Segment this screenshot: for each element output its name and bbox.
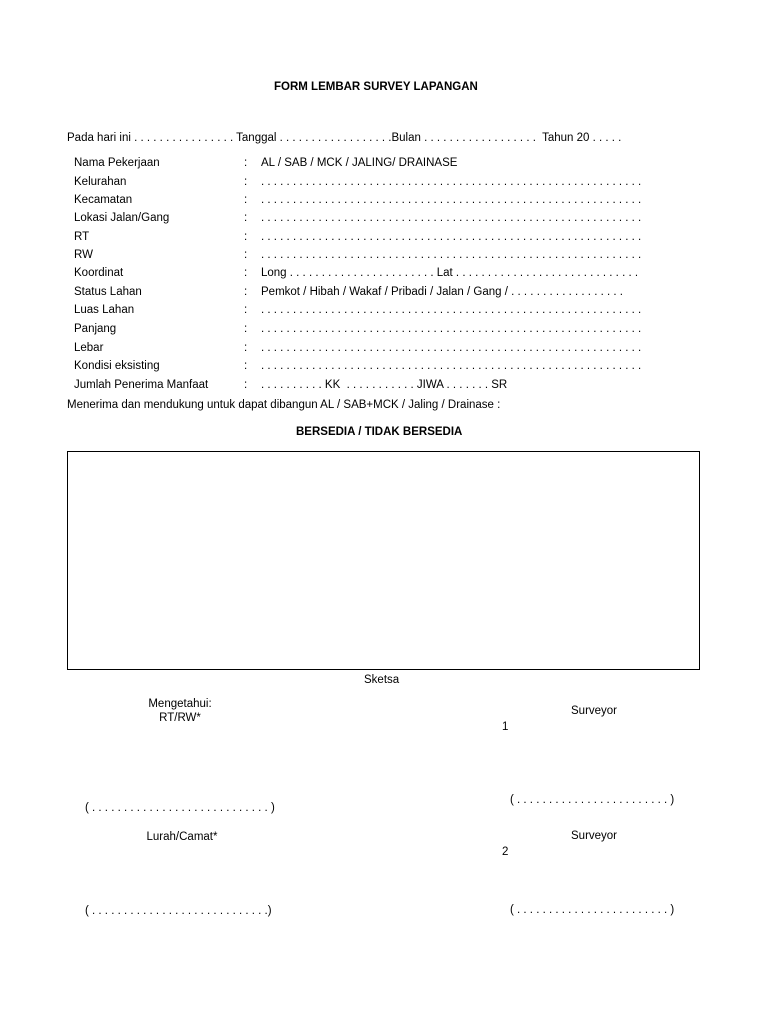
field-label: RT	[74, 231, 90, 243]
field-label: Koordinat	[74, 267, 124, 279]
rt-rw-label: RT/RW*	[159, 712, 201, 724]
rt-rw-signature-blank[interactable]: ( . . . . . . . . . . . . . . . . . . . . . . . . . . . . )	[85, 802, 275, 814]
field-row-nama-pekerjaan	[74, 157, 674, 175]
surveyor-1-number: 1	[502, 721, 509, 733]
field-colon: :	[244, 379, 248, 391]
sketch-area[interactable]	[67, 451, 700, 670]
field-value[interactable]: . . . . . . . . . . . . . . . . . . . . . . . . . . . . . . . . . . . . . . . . . . . . . . . . . . . . . . . . . . . .	[261, 231, 642, 243]
field-value[interactable]: . . . . . . . . . . . . . . . . . . . . . . . . . . . . . . . . . . . . . . . . . . . . . . . . . . . . . . . . . . . .	[261, 249, 642, 261]
field-row-rw	[74, 249, 674, 267]
field-colon: :	[244, 342, 248, 354]
field-label: Lebar	[74, 342, 104, 354]
field-value[interactable]: AL / SAB / MCK / JALING/ DRAINASE	[261, 157, 458, 169]
field-row-jumlah-penerima	[74, 379, 674, 397]
field-value[interactable]: Pemkot / Hibah / Wakaf / Pribadi / Jalan / Gang / . . . . . . . . . . . . . . . . . .	[261, 286, 623, 298]
field-colon: :	[244, 194, 248, 206]
field-label: Nama Pekerjaan	[74, 157, 160, 169]
lurah-camat-label: Lurah/Camat*	[146, 831, 218, 843]
field-label: Kondisi eksisting	[74, 360, 160, 372]
field-row-koordinat	[74, 267, 674, 285]
sketch-caption: Sketsa	[364, 674, 400, 686]
field-colon: :	[244, 286, 248, 298]
field-label: Status Lahan	[74, 286, 142, 298]
surveyor-1-signature-blank[interactable]: ( . . . . . . . . . . . . . . . . . . . . . . . . )	[510, 794, 675, 806]
field-row-luas-lahan	[74, 304, 674, 322]
form-title: FORM LEMBAR SURVEY LAPANGAN	[274, 81, 478, 93]
field-row-panjang	[74, 323, 674, 341]
surveyor-1-label: Surveyor	[571, 705, 618, 717]
field-value[interactable]: . . . . . . . . . . . . . . . . . . . . . . . . . . . . . . . . . . . . . . . . . . . . . . . . . . . . . . . . . . . .	[261, 323, 642, 335]
field-value[interactable]: Long . . . . . . . . . . . . . . . . . . . . . . . Lat . . . . . . . . . . . . . . . . . . . . . . . . . . . . .	[261, 267, 639, 279]
field-value[interactable]: . . . . . . . . . . . . . . . . . . . . . . . . . . . . . . . . . . . . . . . . . . . . . . . . . . . . . . . . . . . .	[261, 304, 642, 316]
field-label: Lokasi Jalan/Gang	[74, 212, 170, 224]
field-label: Luas Lahan	[74, 304, 135, 316]
field-row-status-lahan	[74, 286, 674, 304]
support-statement: Menerima dan mendukung untuk dapat dibangun AL / SAB+MCK / Jaling / Drainase :	[67, 399, 501, 411]
field-label: Panjang	[74, 323, 117, 335]
field-colon: :	[244, 157, 248, 169]
field-label: Kecamatan	[74, 194, 133, 206]
surveyor-2-signature-blank[interactable]: ( . . . . . . . . . . . . . . . . . . . . . . . . )	[510, 904, 675, 916]
field-value[interactable]: . . . . . . . . . . KK . . . . . . . . . . . JIWA . . . . . . . SR	[261, 379, 508, 391]
field-colon: :	[244, 323, 248, 335]
surveyor-2-label: Surveyor	[571, 830, 618, 842]
field-value[interactable]: . . . . . . . . . . . . . . . . . . . . . . . . . . . . . . . . . . . . . . . . . . . . . . . . . . . . . . . . . . . .	[261, 360, 642, 372]
field-value[interactable]: . . . . . . . . . . . . . . . . . . . . . . . . . . . . . . . . . . . . . . . . . . . . . . . . . . . . . . . . . . . .	[261, 342, 642, 354]
field-row-kelurahan	[74, 176, 674, 194]
field-colon: :	[244, 360, 248, 372]
lurah-camat-signature-blank[interactable]: ( . . . . . . . . . . . . . . . . . . . . . . . . . . . .)	[85, 905, 272, 917]
field-label: Jumlah Penerima Manfaat	[74, 379, 209, 391]
field-colon: :	[244, 249, 248, 261]
field-colon: :	[244, 267, 248, 279]
surveyor-2-number: 2	[502, 846, 509, 858]
mengetahui-label: Mengetahui:	[148, 698, 212, 710]
choice-bersedia[interactable]: BERSEDIA / TIDAK BERSEDIA	[296, 426, 463, 438]
field-row-kecamatan	[74, 194, 674, 212]
field-value[interactable]: . . . . . . . . . . . . . . . . . . . . . . . . . . . . . . . . . . . . . . . . . . . . . . . . . . . . . . . . . . . .	[261, 176, 642, 188]
field-colon: :	[244, 176, 248, 188]
field-label: Kelurahan	[74, 176, 127, 188]
field-colon: :	[244, 231, 248, 243]
field-row-kondisi	[74, 360, 674, 378]
field-row-lebar	[74, 342, 674, 360]
field-colon: :	[244, 304, 248, 316]
field-row-lokasi	[74, 212, 674, 230]
field-colon: :	[244, 212, 248, 224]
intro-line: Pada hari ini . . . . . . . . . . . . . . . . Tanggal . . . . . . . . . . . . . . . . . .Bulan . . . . . . . . . . . . . . . . . . Tahun 20 . . . . .	[67, 132, 622, 144]
field-row-rt	[74, 231, 674, 249]
field-value[interactable]: . . . . . . . . . . . . . . . . . . . . . . . . . . . . . . . . . . . . . . . . . . . . . . . . . . . . . . . . . . . .	[261, 212, 642, 224]
field-value[interactable]: . . . . . . . . . . . . . . . . . . . . . . . . . . . . . . . . . . . . . . . . . . . . . . . . . . . . . . . . . . . .	[261, 194, 642, 206]
field-label: RW	[74, 249, 93, 261]
